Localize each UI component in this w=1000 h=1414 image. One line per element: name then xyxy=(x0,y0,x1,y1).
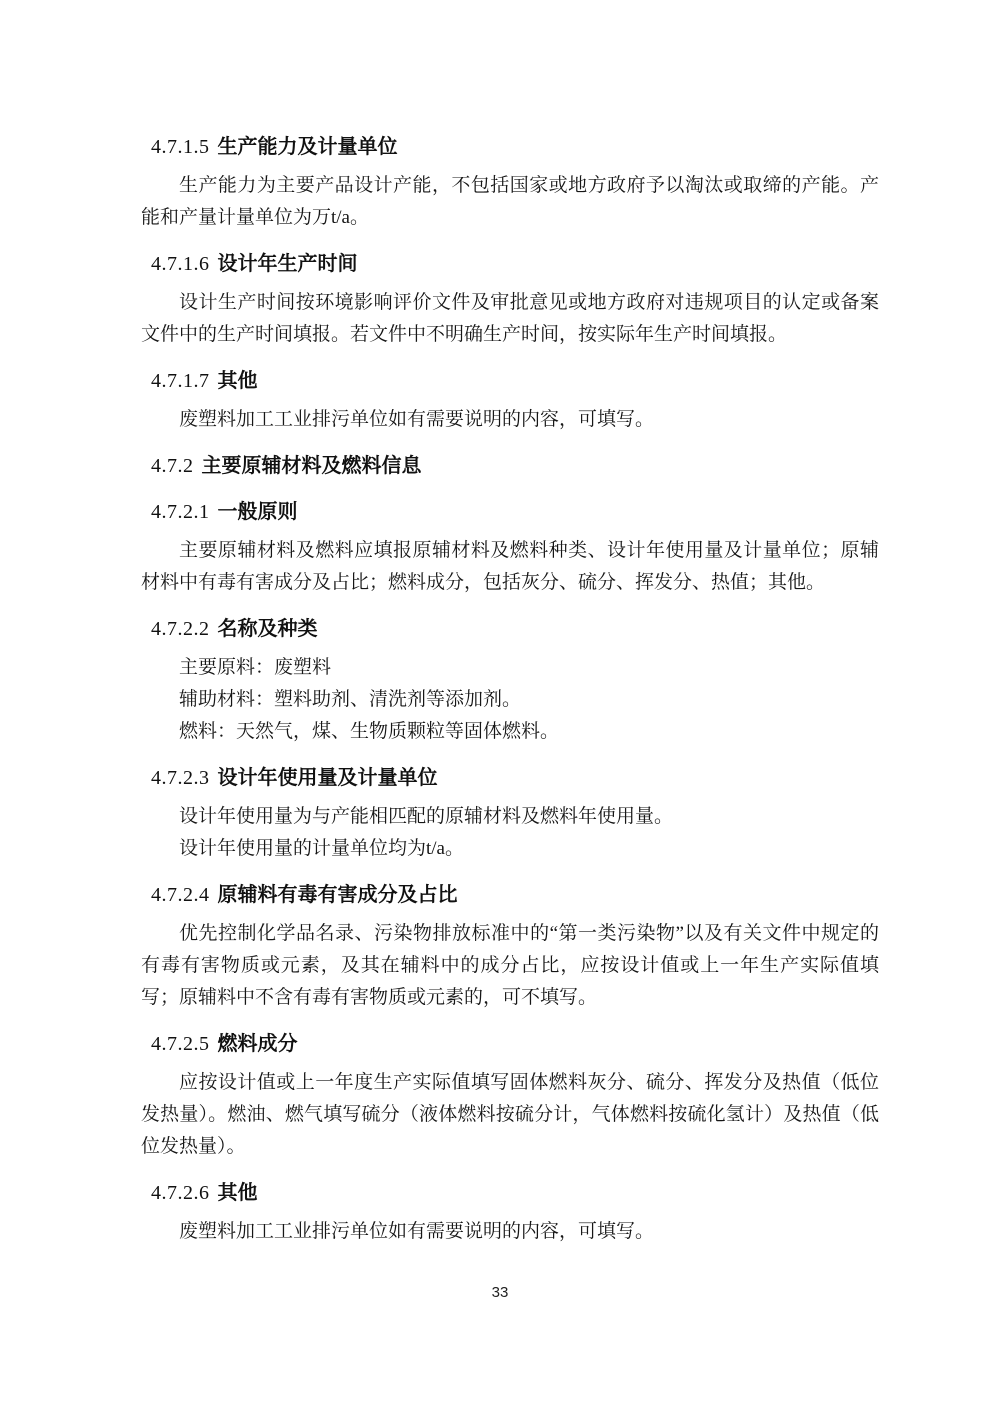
section-paragraph: 废塑料加工工业排污单位如有需要说明的内容，可填写。 xyxy=(179,1221,655,1242)
section-number: 4.7.2.2 xyxy=(151,618,210,640)
section-number: 4.7.2.5 xyxy=(151,1033,210,1055)
section-paragraph: 优先控制化学品名录、污染物排放标准中的“第一类污染物”以及有关文件中规定的有毒有害物质或元素，及其在辅料中的成分占比，应按设计值或上一年生产实际值填写；原辅料中不含有毒有害物质或元素的，可不填写。 xyxy=(141,923,879,1008)
section-heading-4.7.1.7 xyxy=(151,365,879,397)
section-heading-4.7.2.4 xyxy=(151,879,879,911)
section-title: 设计年使用量及计量单位 xyxy=(217,767,438,789)
section-heading-4.7.2.1 xyxy=(151,496,879,528)
section-paragraph: 设计生产时间按环境影响评价文件及审批意见或地方政府对违规项目的认定或备案文件中的生产时间填报。若文件中不明确生产时间，按实际年生产时间填报。 xyxy=(141,292,879,345)
section-title: 其他 xyxy=(217,1182,258,1204)
section-title: 原辅料有毒有害成分及占比 xyxy=(217,884,458,906)
section-heading-4.7.2.6 xyxy=(151,1177,879,1209)
section-number: 4.7.2.3 xyxy=(151,767,210,789)
section-number: 4.7.2.1 xyxy=(151,501,210,523)
section-paragraph: 应按设计值或上一年度生产实际值填写固体燃料灰分、硫分、挥发分及热值（低位发热量）。燃油、燃气填写硫分（液体燃料按硫分计，气体燃料按硫化氢计）及热值（低位发热量）。 xyxy=(141,1072,879,1157)
section-paragraph: 设计年使用量的计量单位均为t/a。 xyxy=(179,838,464,859)
section-title: 其他 xyxy=(217,370,258,392)
section-number: 4.7.1.7 xyxy=(151,370,210,392)
section-heading-4.7.2.3 xyxy=(151,762,879,794)
section-number: 4.7.2.4 xyxy=(151,884,210,906)
page-number: 33 xyxy=(491,1284,509,1301)
section-paragraph: 设计年使用量为与产能相匹配的原辅材料及燃料年使用量。 xyxy=(179,806,674,827)
section-paragraph: 辅助材料：塑料助剂、清洗剂等添加剂。 xyxy=(179,689,522,710)
section-number: 4.7.1.6 xyxy=(151,253,210,275)
section-title: 主要原辅材料及燃料信息 xyxy=(201,455,422,477)
section-number: 4.7.1.5 xyxy=(151,136,210,158)
section-number: 4.7.2.6 xyxy=(151,1182,210,1204)
section-paragraph: 废塑料加工工业排污单位如有需要说明的内容，可填写。 xyxy=(179,409,655,430)
section-paragraph: 主要原辅材料及燃料应填报原辅材料及燃料种类、设计年使用量及计量单位；原辅材料中有毒有害成分及占比；燃料成分，包括灰分、硫分、挥发分、热值；其他。 xyxy=(141,540,879,593)
section-title: 名称及种类 xyxy=(217,618,318,640)
section-heading-4.7.2 xyxy=(151,450,879,482)
section-heading-4.7.1.5 xyxy=(151,131,879,163)
section-heading-4.7.1.6 xyxy=(151,248,879,280)
document-content xyxy=(141,117,879,1248)
section-title: 设计年生产时间 xyxy=(217,253,358,275)
section-title: 一般原则 xyxy=(217,501,298,523)
section-number: 4.7.2 xyxy=(151,455,194,477)
section-paragraph: 燃料：天然气，煤、生物质颗粒等固体燃料。 xyxy=(179,721,560,742)
section-title: 燃料成分 xyxy=(217,1033,298,1055)
section-paragraph: 主要原料：废塑料 xyxy=(179,657,332,678)
section-heading-4.7.2.2 xyxy=(151,613,879,645)
section-heading-4.7.2.5 xyxy=(151,1028,879,1060)
section-paragraph: 生产能力为主要产品设计产能，不包括国家或地方政府予以淘汰或取缔的产能。产能和产量计量单位为万t/a。 xyxy=(141,175,879,228)
page-footer xyxy=(0,1284,1000,1302)
section-title: 生产能力及计量单位 xyxy=(217,136,398,158)
